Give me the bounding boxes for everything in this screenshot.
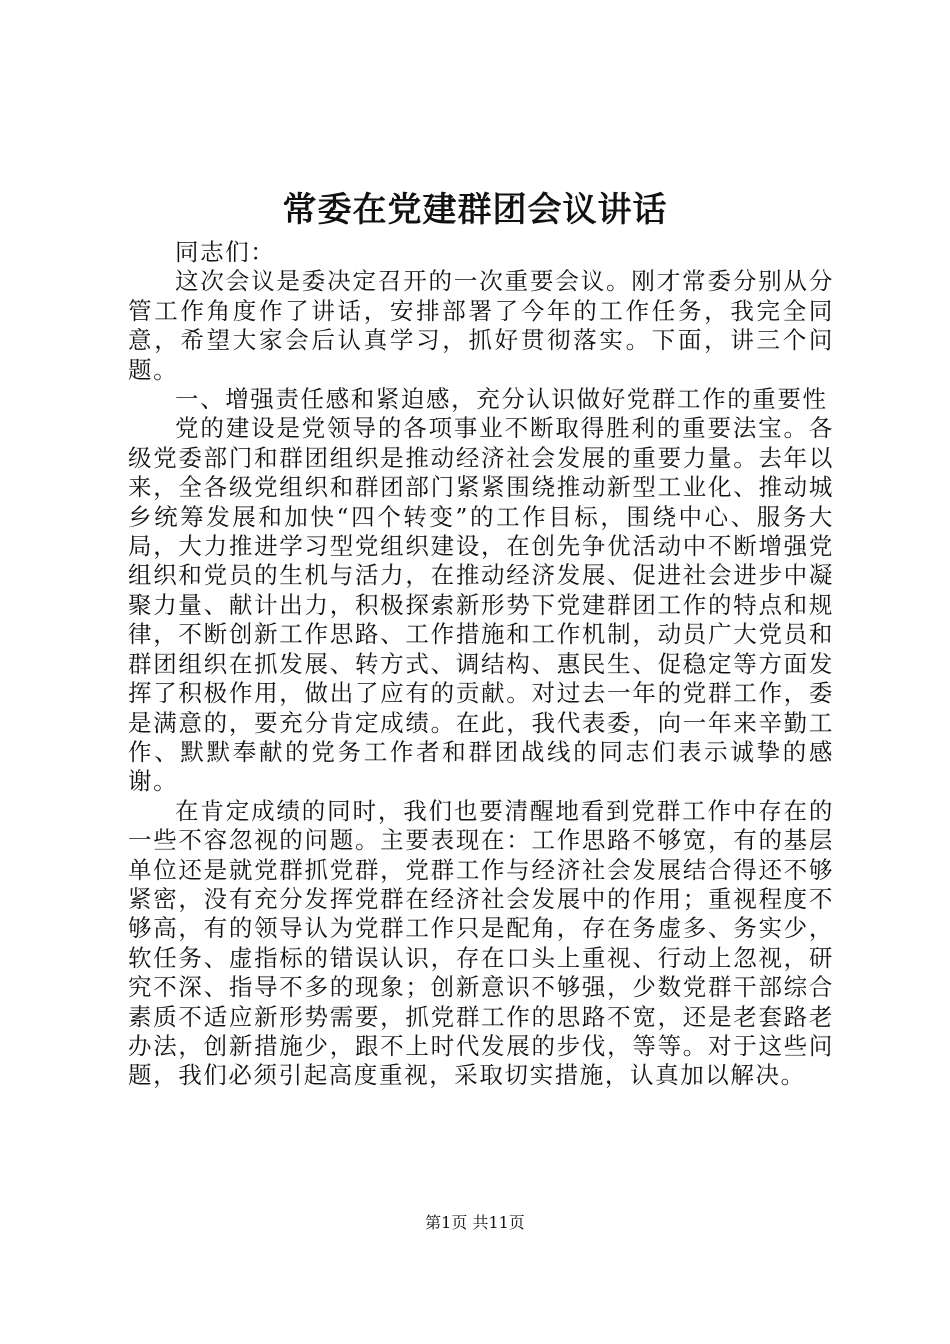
page-number-footer: 第1页 共11页 (425, 1213, 525, 1232)
document-title: 常委在党建群团会议讲话 (282, 190, 668, 230)
body-paragraph: 党的建设是党领导的各项事业不断取得胜利的重要法宝。各级党委部门和群团组织是推动经济社会发展的重要力量。去年以来，全各级党组织和群团部门紧紧围绕推动新型工业化、推动城乡统筹发展和加快“四个转变”的工作目标，围绕中心、服务大局，大力推进学习型党组织建设，在创先争优活动中不断增强党组织和党员的生机与活力，在推动经济发展、促进社会进步中凝聚力量、献计出力，积极探索新形势下党建群团工作的特点和规律，不断创新工作思路、工作措施和工作机制，动员广大党员和群团组织在抓发展、转方式、调结构、惠民生、促稳定等方面发挥了积极作用，做出了应有的贡献。对过去一年的党群工作，委是满意的，要充分肯定成绩。在此，我代表委，向一年来辛勤工作、默默奉献的党务工作者和群团战线的同志们表示诚挚的感谢。 (128, 414, 834, 796)
section-heading: 一、增强责任感和紧迫感，充分认识做好党群工作的重要性 (175, 385, 828, 414)
salutation-paragraph: 同志们： (175, 238, 276, 266)
body-paragraph: 在肯定成绩的同时，我们也要清醒地看到党群工作中存在的一些不容忽视的问题。主要表现在：工作思路不够宽，有的基层单位还是就党群抓党群，党群工作与经济社会发展结合得还不够紧密，没有充分发挥党群在经济社会发展中的作用；重视程度不够高，有的领导认为党群工作只是配角，存在务虚多、务实少，软任务、虚指标的错误认识，存在口头上重视、行动上忽视，研究不深、指导不多的现象；创新意识不够强，少数党群干部综合素质不适应新形势需要，抓党群工作的思路不宽，还是老套路老办法，创新措施少，跟不上时代发展的步伐，等等。对于这些问题，我们必须引起高度重视，采取切实措施，认真加以解决。 (128, 796, 834, 1090)
intro-paragraph: 这次会议是委决定召开的一次重要会议。刚才常委分别从分管工作角度作了讲话，安排部署了今年的工作任务，我完全同意，希望大家会后认真学习，抓好贯彻落实。下面，讲三个问题。 (128, 267, 834, 384)
document-body (128, 238, 834, 1091)
